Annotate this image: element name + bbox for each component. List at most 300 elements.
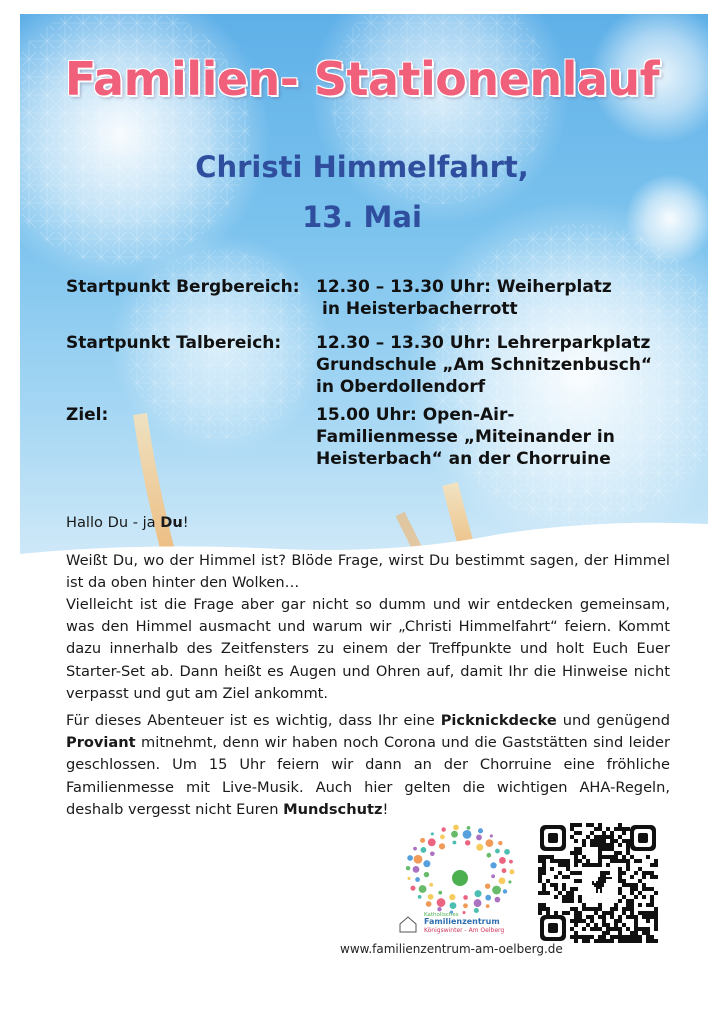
qr-module	[618, 931, 622, 935]
logo-dot	[428, 838, 436, 846]
qr-module	[582, 855, 586, 859]
logo-dot	[485, 895, 491, 901]
qr-module	[574, 935, 578, 939]
qr-module	[594, 907, 598, 911]
qr-module	[542, 855, 546, 859]
qr-module	[622, 911, 626, 915]
qr-module	[630, 915, 634, 919]
qr-module	[618, 935, 622, 939]
qr-module	[598, 855, 602, 859]
logo-dot	[441, 827, 445, 831]
qr-module	[634, 939, 638, 943]
qr-module	[542, 887, 546, 891]
qr-module	[622, 923, 626, 927]
qr-module	[542, 883, 546, 887]
qr-module	[650, 871, 654, 875]
schedule-label: Startpunkt Talbereich:	[66, 333, 282, 353]
schedule-label: Ziel:	[66, 405, 109, 425]
logo-dot	[439, 843, 445, 849]
qr-module	[546, 907, 550, 911]
qr-module	[574, 859, 578, 863]
qr-module	[574, 831, 578, 835]
qr-module	[590, 915, 594, 919]
logo-dot	[424, 872, 429, 877]
qr-module	[630, 855, 634, 859]
qr-module	[554, 875, 558, 879]
logo-dot	[410, 886, 415, 891]
logo-dot	[508, 880, 511, 883]
qr-module	[602, 835, 606, 839]
qr-module	[554, 859, 558, 863]
qr-module	[642, 915, 646, 919]
logo-dot	[498, 841, 502, 845]
logo-dot	[502, 868, 507, 873]
qr-module	[650, 899, 654, 903]
qr-module	[582, 939, 586, 943]
schedule-value: Grundschule „Am Schnitzenbusch“	[316, 355, 653, 375]
qr-module	[622, 831, 626, 835]
qr-module	[546, 911, 550, 915]
qr-module	[566, 891, 570, 895]
logo-dot	[428, 894, 434, 900]
qr-module	[586, 923, 590, 927]
qr-module	[538, 907, 542, 911]
qr-module	[614, 923, 618, 927]
qr-module	[598, 927, 602, 931]
qr-module	[598, 823, 602, 827]
qr-module	[546, 855, 550, 859]
qr-module	[642, 911, 646, 915]
logo-dot	[463, 903, 468, 908]
schedule-value: 15.00 Uhr: Open-Air-	[316, 405, 515, 425]
qr-module	[598, 843, 602, 847]
qr-module	[622, 839, 626, 843]
qr-module	[574, 919, 578, 923]
qr-module	[618, 919, 622, 923]
logo-dot	[407, 855, 413, 861]
logo-dot	[487, 853, 492, 858]
qr-module	[650, 903, 654, 907]
qr-module	[618, 867, 622, 871]
qr-module	[622, 939, 626, 943]
qr-module	[598, 915, 602, 919]
qr-module	[618, 891, 622, 895]
qr-module	[610, 839, 614, 843]
qr-module	[610, 939, 614, 943]
qr-module	[590, 839, 594, 843]
qr-module	[554, 911, 558, 915]
qr-module	[622, 883, 626, 887]
qr-module	[602, 935, 606, 939]
logo-dot	[499, 857, 506, 864]
qr-module	[610, 831, 614, 835]
logo-dot	[438, 891, 442, 895]
qr-module	[598, 835, 602, 839]
logo-dot	[423, 860, 430, 867]
qr-module	[622, 855, 626, 859]
qr-module	[626, 859, 630, 863]
qr-module	[610, 927, 614, 931]
qr-module	[566, 899, 570, 903]
logo-dot	[429, 883, 433, 887]
qr-module	[598, 851, 602, 855]
qr-module	[602, 931, 606, 935]
qr-module	[650, 875, 654, 879]
qr-module	[618, 887, 622, 891]
qr-module	[590, 823, 594, 827]
qr-code[interactable]	[538, 823, 658, 947]
qr-module	[538, 879, 542, 883]
qr-module	[654, 891, 658, 895]
schedule-value: 12.30 – 13.30 Uhr: Lehrerparkplatz	[316, 333, 651, 353]
qr-module	[642, 931, 646, 935]
qr-module	[654, 911, 658, 915]
qr-module	[586, 915, 590, 919]
qr-module	[598, 907, 602, 911]
qr-module	[630, 907, 634, 911]
logo-dot	[414, 855, 423, 864]
qr-module	[622, 907, 626, 911]
logo-dot	[503, 889, 507, 893]
qr-module	[566, 895, 570, 899]
greeting-suffix: !	[182, 514, 189, 531]
qr-module	[594, 863, 598, 867]
qr-module	[570, 927, 574, 931]
qr-module	[626, 907, 630, 911]
qr-module	[650, 935, 654, 939]
qr-module	[578, 847, 582, 851]
qr-module	[602, 855, 606, 859]
qr-module	[574, 871, 578, 875]
qr-module	[626, 843, 630, 847]
qr-module	[642, 875, 646, 879]
qr-module	[618, 899, 622, 903]
logo-dot	[465, 840, 470, 845]
paragraph-text: mitnehmt, denn wir haben noch Corona und die Gaststätten sind leider geschlossen. Um 15 Uhr feiern wir dann an der Chorruine eine fröhliche Familienmesse mit Live-Musik. Auch hier gelten die wichtigen AHA-Regeln, deshalb vergesst nicht Euren	[66, 734, 670, 818]
qr-module	[602, 923, 606, 927]
qr-module	[638, 859, 642, 863]
qr-module	[538, 855, 542, 859]
qr-module	[618, 915, 622, 919]
qr-module	[630, 887, 634, 891]
logo-dot	[431, 832, 434, 835]
qr-module	[618, 851, 622, 855]
qr-module	[626, 867, 630, 871]
qr-module	[570, 851, 574, 855]
qr-module	[622, 895, 626, 899]
qr-module	[590, 927, 594, 931]
qr-module	[562, 895, 566, 899]
qr-module	[566, 863, 570, 867]
qr-module	[606, 827, 610, 831]
logo-dot	[413, 847, 417, 851]
qr-module	[574, 863, 578, 867]
qr-module	[610, 915, 614, 919]
qr-module	[650, 915, 654, 919]
qr-module	[538, 875, 542, 879]
page-title: Familien- Stationenlauf	[64, 52, 660, 106]
qr-module	[606, 835, 610, 839]
qr-module	[646, 911, 650, 915]
qr-module	[582, 927, 586, 931]
qr-module	[558, 891, 562, 895]
qr-module	[614, 851, 618, 855]
qr-module	[574, 939, 578, 943]
qr-module	[578, 919, 582, 923]
qr-module	[578, 831, 582, 835]
qr-module	[562, 883, 566, 887]
qr-module	[562, 863, 566, 867]
qr-module	[622, 859, 626, 863]
logo-dot	[437, 907, 441, 911]
qr-module	[614, 859, 618, 863]
qr-module	[566, 859, 570, 863]
qr-module	[578, 911, 582, 915]
qr-module	[590, 863, 594, 867]
qr-module	[574, 931, 578, 935]
schedule-value: 12.30 – 13.30 Uhr: Weiherplatz	[316, 277, 612, 297]
logo-dot	[462, 911, 465, 914]
logo-dot	[440, 835, 445, 840]
logo-dot	[451, 831, 458, 838]
qr-module	[638, 939, 642, 943]
logo-dot	[490, 862, 496, 868]
qr-module	[642, 883, 646, 887]
qr-module	[654, 859, 658, 863]
logo-dot	[476, 835, 482, 841]
qr-module	[582, 907, 586, 911]
qr-module	[550, 867, 554, 871]
qr-module	[578, 935, 582, 939]
qr-module	[654, 915, 658, 919]
qr-module	[562, 887, 566, 891]
subtitle-date: 13. Mai	[302, 200, 422, 234]
qr-module	[574, 855, 578, 859]
qr-module	[562, 875, 566, 879]
qr-module	[538, 911, 542, 915]
logo-dot	[509, 869, 514, 874]
qr-module	[654, 875, 658, 879]
qr-module	[570, 907, 574, 911]
qr-module	[562, 859, 566, 863]
qr-module	[618, 871, 622, 875]
qr-module	[634, 931, 638, 935]
qr-module	[570, 827, 574, 831]
qr-module	[594, 839, 598, 843]
logo-dot	[418, 895, 422, 899]
paragraph-2: Vielleicht ist die Frage aber gar nicht so dumm und wir entdecken gemeinsam, was den Himmel ausmacht und warum wir „Christi Himmelfahrt“ feiern. Kommt dazu innerhalb des Zeitfensters zu einem der Treffpunkte und holt Euch Euer Starter-Set ab. Dann heißt es Augen und Ohren auf, damit Ihr die Hinweise nicht verpasst und gut am Ziel ankommt.	[66, 596, 670, 702]
qr-module	[554, 887, 558, 891]
qr-module	[638, 935, 642, 939]
logo-dot	[463, 895, 468, 900]
logo-dot	[426, 901, 432, 907]
schedule-value: Heisterbach“ an der Chorruine	[316, 449, 611, 469]
qr-module	[634, 883, 638, 887]
qr-module	[626, 847, 630, 851]
logo-dot	[474, 908, 479, 913]
qr-module	[626, 883, 630, 887]
qr-module	[558, 859, 562, 863]
qr-module	[638, 867, 642, 871]
qr-module	[634, 887, 638, 891]
qr-module	[590, 935, 594, 939]
qr-module	[606, 863, 610, 867]
qr-module	[598, 859, 602, 863]
qr-module	[622, 827, 626, 831]
qr-module	[654, 923, 658, 927]
logo-dot	[453, 841, 457, 845]
greeting	[66, 514, 189, 531]
qr-module	[606, 911, 610, 915]
qr-module	[566, 867, 570, 871]
logo-dot	[476, 844, 483, 851]
qr-code-icon[interactable]	[538, 823, 658, 943]
qr-module	[654, 927, 658, 931]
qr-module	[642, 895, 646, 899]
website-link[interactable]: www.familienzentrum-am-oelberg.de	[340, 942, 563, 956]
qr-module	[650, 911, 654, 915]
qr-module	[602, 939, 606, 943]
qr-module	[574, 907, 578, 911]
qr-module	[574, 911, 578, 915]
logo-line2: Familienzentrum	[424, 917, 500, 926]
qr-module	[574, 839, 578, 843]
qr-module	[538, 871, 542, 875]
qr-module	[642, 887, 646, 891]
qr-module	[598, 847, 602, 851]
qr-module	[570, 887, 574, 891]
qr-module	[622, 935, 626, 939]
qr-module	[614, 903, 618, 907]
qr-module	[542, 863, 546, 867]
qr-module	[610, 847, 614, 851]
logo-dot	[485, 839, 493, 847]
qr-module	[638, 879, 642, 883]
logo-dot	[478, 828, 483, 833]
qr-module	[594, 923, 598, 927]
qr-module	[614, 839, 618, 843]
qr-module	[542, 867, 546, 871]
qr-module	[638, 927, 642, 931]
qr-module	[590, 907, 594, 911]
logo-dot	[450, 902, 457, 909]
qr-module	[550, 859, 554, 863]
qr-module	[594, 835, 598, 839]
qr-module	[614, 855, 618, 859]
qr-module	[570, 935, 574, 939]
qr-module	[578, 823, 582, 827]
qr-module	[574, 915, 578, 919]
paragraph-text: Für dieses Abenteuer ist es wichtig, dass Ihr eine	[66, 712, 441, 729]
qr-module	[606, 923, 610, 927]
logo-dot	[415, 877, 420, 882]
qr-module	[610, 907, 614, 911]
qr-module	[630, 931, 634, 935]
qr-module	[590, 831, 594, 835]
qr-module	[574, 879, 578, 883]
family-zentrum-logo-icon	[394, 820, 534, 938]
qr-module	[630, 935, 634, 939]
qr-module	[542, 859, 546, 863]
qr-module	[582, 843, 586, 847]
logo-dot	[485, 883, 490, 888]
qr-module	[626, 899, 630, 903]
qr-module	[586, 859, 590, 863]
qr-module	[602, 911, 606, 915]
logo-dot	[490, 834, 493, 837]
qr-module	[646, 927, 650, 931]
logo-dot	[406, 866, 410, 870]
qr-module	[594, 927, 598, 931]
qr-module	[638, 891, 642, 895]
qr-module	[634, 859, 638, 863]
qr-module	[650, 887, 654, 891]
qr-module	[610, 843, 614, 847]
logo-dot	[419, 885, 427, 893]
logo-dot	[504, 849, 510, 855]
qr-module	[570, 895, 574, 899]
qr-module	[650, 939, 654, 943]
qr-module	[618, 879, 622, 883]
paragraph-1: Weißt Du, wo der Himmel ist? Blöde Frage, wirst Du bestimmt sagen, der Himmel ist da oben hinter den Wolken…	[66, 552, 670, 592]
qr-module	[586, 835, 590, 839]
qr-module	[606, 855, 610, 859]
qr-module	[542, 871, 546, 875]
qr-module	[622, 879, 626, 883]
schedule-label: Startpunkt Bergbereich:	[66, 277, 300, 297]
schedule-value: Familienmesse „Miteinander in	[316, 427, 615, 447]
qr-module	[634, 915, 638, 919]
qr-module	[598, 935, 602, 939]
logo-dot	[430, 851, 435, 856]
qr-module	[574, 847, 578, 851]
qr-module	[602, 843, 606, 847]
qr-module	[566, 911, 570, 915]
qr-module	[634, 923, 638, 927]
logo-dot	[467, 826, 471, 830]
qr-module	[578, 851, 582, 855]
subtitle-event: Christi Himmelfahrt,	[195, 150, 529, 184]
qr-module	[630, 903, 634, 907]
qr-module	[574, 851, 578, 855]
qr-module	[646, 915, 650, 919]
qr-module	[538, 891, 542, 895]
qr-module	[646, 939, 650, 943]
qr-module	[598, 939, 602, 943]
qr-module	[582, 863, 586, 867]
qr-module	[618, 835, 622, 839]
qr-module	[638, 911, 642, 915]
qr-module	[594, 843, 598, 847]
qr-module	[562, 911, 566, 915]
qr-module	[630, 939, 634, 943]
logo-dot	[491, 874, 495, 878]
qr-module	[598, 863, 602, 867]
qr-module	[618, 939, 622, 943]
qr-module	[590, 919, 594, 923]
qr-module	[614, 927, 618, 931]
logo-line3: Königswinter - Am Oelberg	[424, 927, 505, 934]
qr-module	[594, 911, 598, 915]
qr-module	[626, 939, 630, 943]
qr-module	[550, 855, 554, 859]
qr-module	[630, 891, 634, 895]
qr-module	[646, 855, 650, 859]
qr-module	[586, 939, 590, 943]
qr-module	[598, 839, 602, 843]
qr-module	[574, 887, 578, 891]
qr-module	[630, 899, 634, 903]
